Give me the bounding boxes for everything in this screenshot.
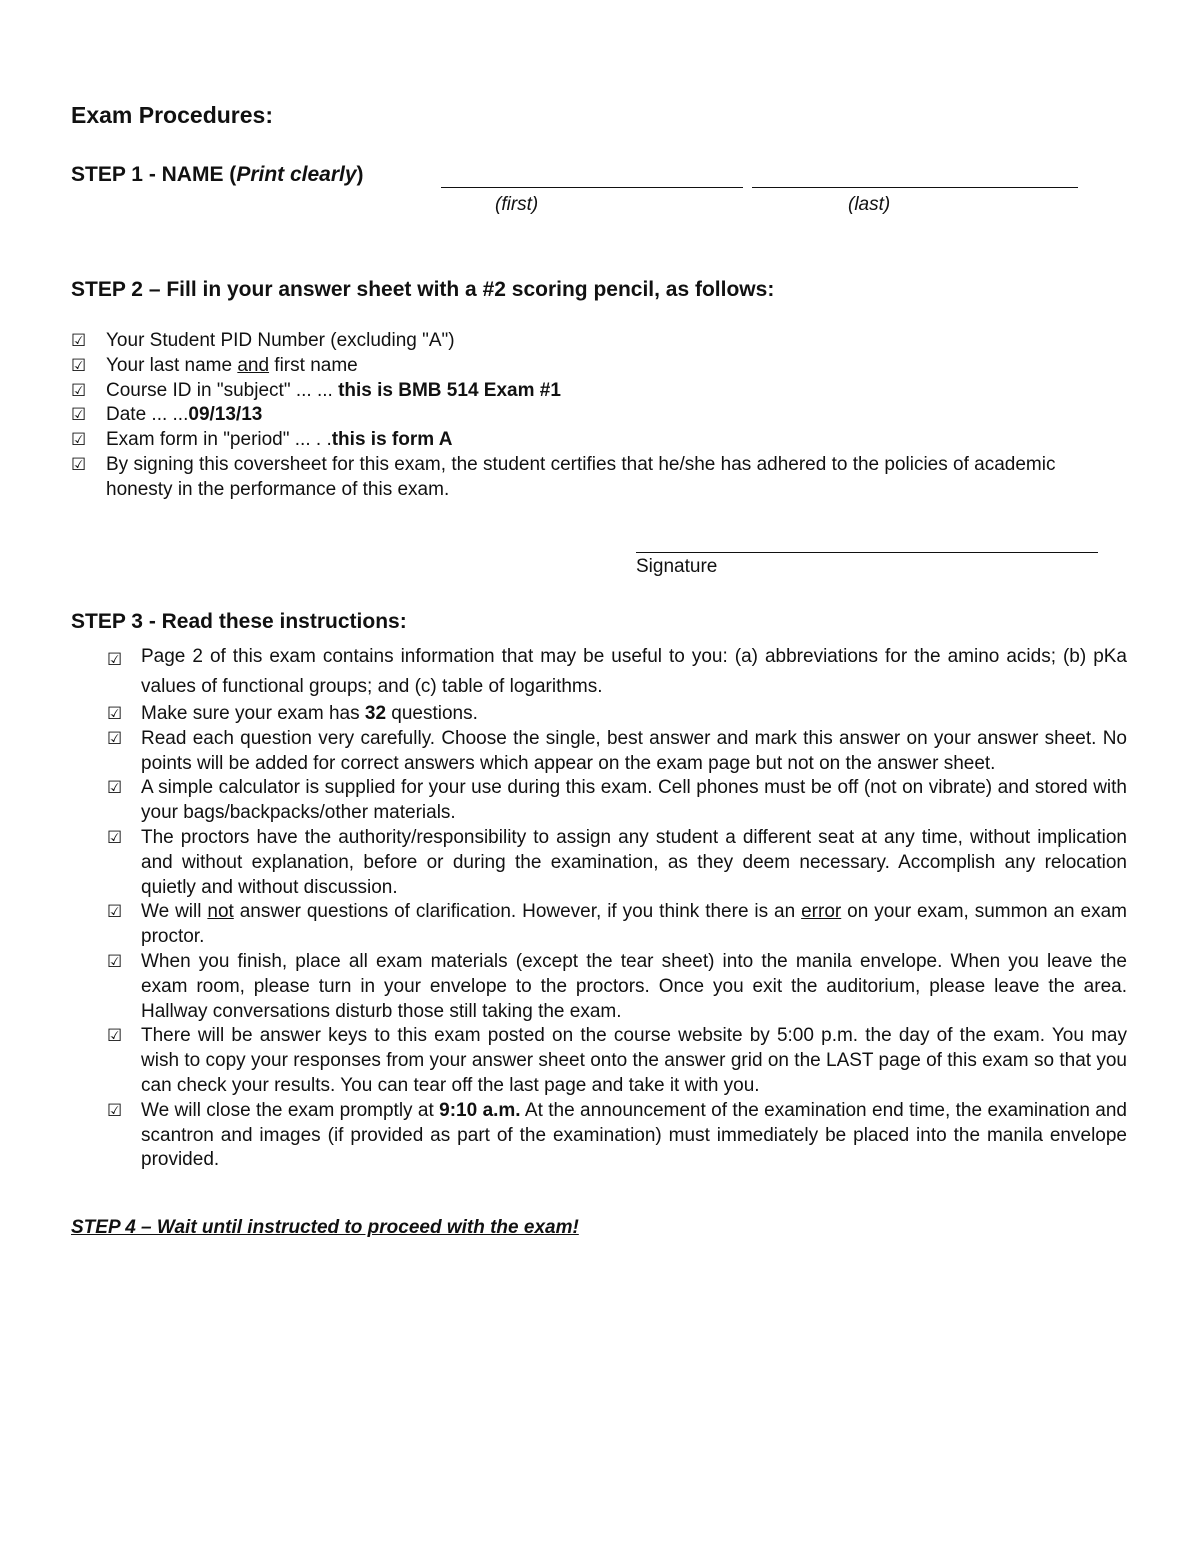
checkbox-icon: ☑ bbox=[107, 1100, 123, 1121]
checkbox-icon: ☑ bbox=[71, 355, 87, 376]
step1-label-prefix: STEP 1 - NAME ( bbox=[71, 163, 237, 186]
list-item bbox=[71, 428, 1091, 453]
question-count: 32 bbox=[364, 703, 387, 724]
checkbox-icon: ☑ bbox=[107, 728, 123, 749]
list-item bbox=[71, 329, 1091, 354]
close-text-end: At the announcement of the examination end time, the examination and scantron and images (if provided as part of the examination) must immediately be placed into the manila envelope provided. bbox=[141, 1099, 1127, 1171]
honesty-text: By signing this coversheet for this exam, the student certifies that he/she has adhered to the policies of academic honesty in the performance of this exam. bbox=[106, 453, 1056, 500]
first-name-caption: (first) bbox=[495, 194, 539, 215]
finish-text: When you finish, place all exam materials (except the tear sheet) into the manila envelope. When you leave the exam room, please turn in your envelope to the proctors. Once you exit the auditorium, please leave the area. Hallway conversations disturb those still taking the exam. bbox=[141, 950, 1127, 1022]
course-value: this is BMB 514 Exam #1 bbox=[338, 379, 561, 401]
list-item bbox=[71, 642, 1127, 702]
checkbox-icon: ☑ bbox=[71, 331, 87, 351]
answer-keys-text: There will be answer keys to this exam posted on the course website by 5:00 p.m. the day of the exam. You may wish to copy your responses from your answer sheet onto the answer grid on the LAST page of this exam so that you can check your results. You can tear off the last page and take it with you. bbox=[141, 1025, 1127, 1096]
clarification-text-mid: answer questions of clarification. However, if you think there is an bbox=[233, 901, 802, 923]
calculator-text: A simple calculator is supplied for your use during this exam. Cell phones must be off (not on vibrate) and stored with your bags/backpacks/other materials. bbox=[141, 777, 1127, 824]
step3-checklist bbox=[71, 642, 1127, 1173]
checkbox-icon: ☑ bbox=[107, 827, 123, 848]
proctors-text: The proctors have the authority/responsibility to assign any student a different seat at any time, without implication and without explanation, before or during the examination, as they deem necessary. Accomplish any relocation quietly and without discussion. bbox=[141, 826, 1127, 898]
list-item bbox=[71, 453, 1091, 503]
pid-text: Your Student PID Number (excluding "A") bbox=[106, 330, 455, 351]
checkbox-icon: ☑ bbox=[107, 778, 123, 799]
checkbox-icon: ☑ bbox=[107, 650, 123, 670]
step1-label-suffix: ) bbox=[356, 163, 364, 186]
checkbox-icon: ☑ bbox=[107, 902, 123, 923]
list-item bbox=[71, 826, 1127, 900]
checkbox-icon: ☑ bbox=[71, 430, 87, 451]
checkbox-icon: ☑ bbox=[71, 380, 87, 401]
close-text: We will close the exam promptly at bbox=[141, 1099, 440, 1121]
last-name-line[interactable] bbox=[752, 187, 1078, 188]
clarification-text-end: on your exam, summon an exam proctor. bbox=[141, 901, 1127, 948]
list-item bbox=[71, 950, 1127, 1024]
checkbox-icon: ☑ bbox=[107, 951, 123, 972]
date-value: 09/13/13 bbox=[188, 404, 263, 426]
clarification-text: We will bbox=[141, 901, 208, 923]
signature-line[interactable] bbox=[636, 552, 1098, 553]
signature-label: Signature bbox=[636, 556, 718, 577]
clarification-not: not bbox=[207, 901, 234, 923]
list-item bbox=[71, 900, 1127, 950]
step1-label bbox=[71, 163, 364, 187]
list-item bbox=[71, 1099, 1127, 1173]
count-text-end: questions. bbox=[386, 703, 478, 724]
page2-text: Page 2 of this exam contains information that may be useful to you: (a) abbreviations for the amino acids; (b) pKa values of functional groups; and (c) table of logarithms. bbox=[141, 646, 1127, 697]
name-text: Your last name bbox=[106, 354, 238, 376]
clarification-error: error bbox=[801, 901, 842, 923]
list-item bbox=[71, 379, 1091, 404]
close-time: 9:10 a.m. bbox=[439, 1099, 521, 1121]
list-item bbox=[71, 403, 1091, 428]
page-title: Exam Procedures: bbox=[71, 102, 273, 128]
step2-checklist bbox=[71, 329, 1091, 503]
course-text: Course ID in "subject" ... ... bbox=[106, 379, 339, 401]
step3-heading: STEP 3 - Read these instructions: bbox=[71, 610, 407, 633]
list-item bbox=[71, 727, 1127, 777]
checkbox-icon: ☑ bbox=[71, 405, 87, 426]
name-text-underlined: and bbox=[237, 354, 270, 376]
date-text: Date ... ... bbox=[106, 404, 189, 426]
list-item bbox=[71, 702, 1127, 727]
count-text: Make sure your exam has bbox=[141, 703, 365, 724]
form-value: this is form A bbox=[331, 429, 453, 451]
read-text: Read each question very carefully. Choose the single, best answer and mark this answer on your answer sheet. No points will be added for correct answers which appear on the exam page but not on the answer sheet. bbox=[141, 727, 1127, 774]
name-text-end: first name bbox=[269, 354, 358, 376]
list-item bbox=[71, 1024, 1127, 1098]
checkbox-icon: ☑ bbox=[107, 1026, 123, 1047]
step2-heading: STEP 2 – Fill in your answer sheet with a #2 scoring pencil, as follows: bbox=[71, 278, 775, 301]
first-name-line[interactable] bbox=[441, 187, 743, 188]
checkbox-icon: ☑ bbox=[107, 704, 123, 724]
step4-text: STEP 4 – Wait until instructed to proceed with the exam! bbox=[71, 1217, 579, 1238]
checkbox-icon: ☑ bbox=[71, 454, 87, 475]
step1-label-italic: Print clearly bbox=[236, 163, 357, 186]
last-name-caption: (last) bbox=[848, 194, 891, 215]
list-item bbox=[71, 776, 1127, 826]
form-text: Exam form in "period" ... . . bbox=[106, 429, 332, 451]
list-item bbox=[71, 354, 1091, 379]
